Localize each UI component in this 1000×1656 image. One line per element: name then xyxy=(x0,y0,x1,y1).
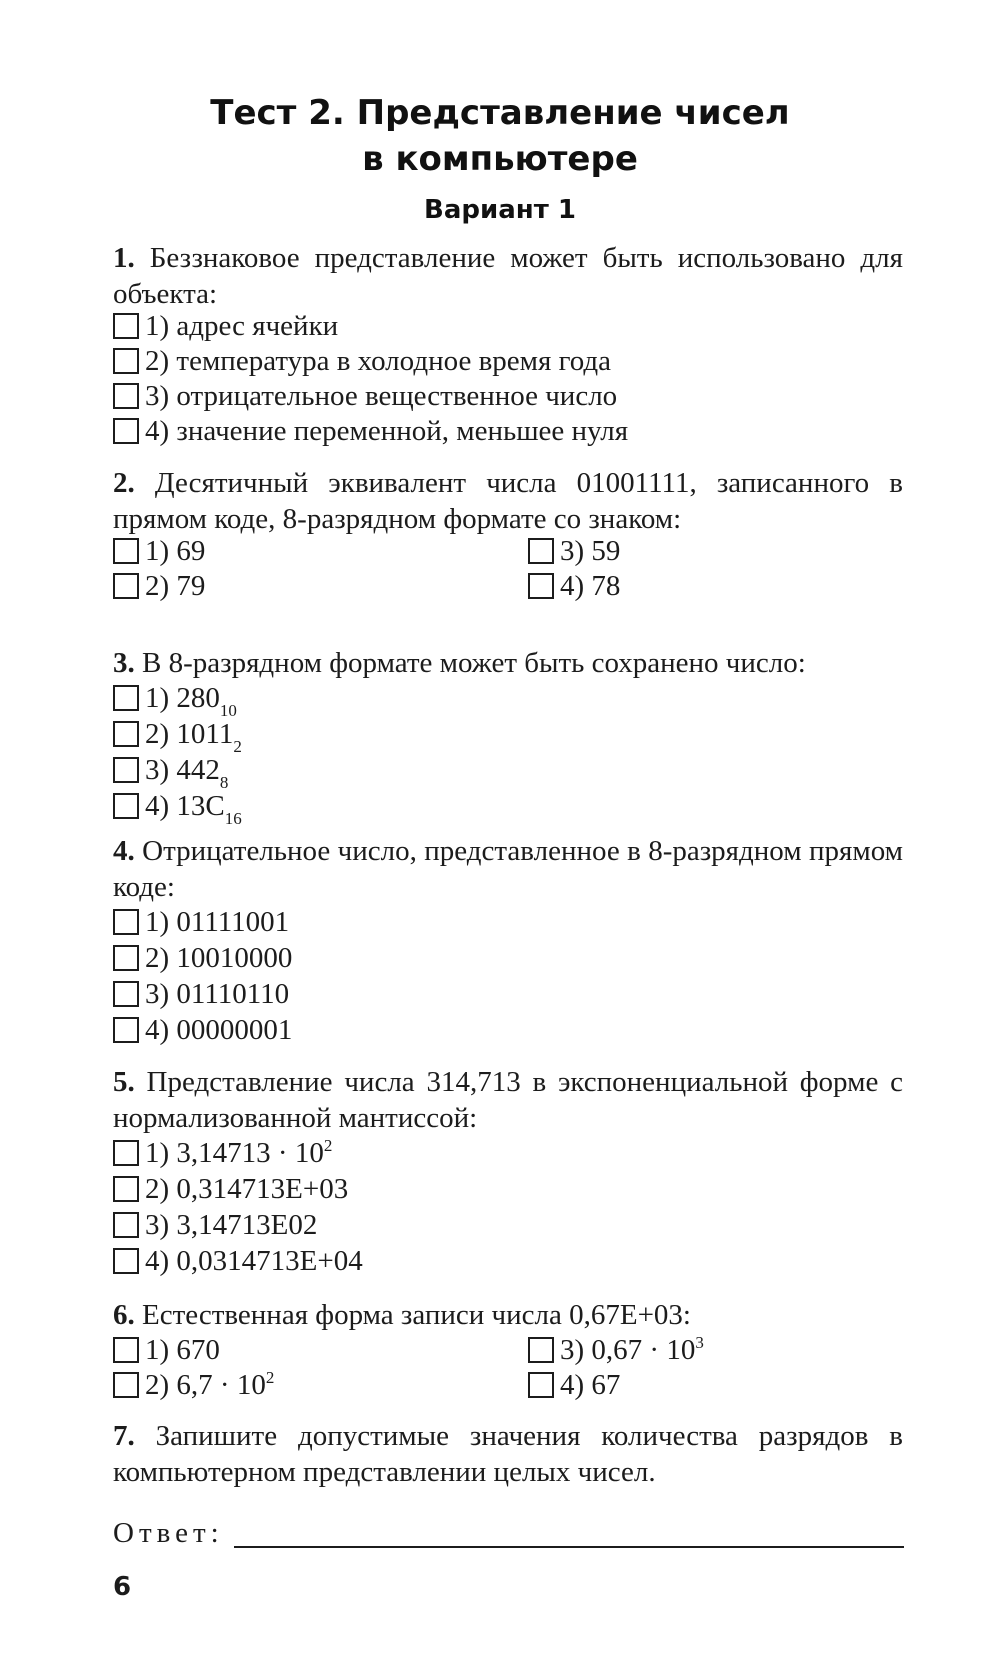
option[interactable]: 1) $280_{10}$ xyxy=(113,681,237,716)
checkbox[interactable] xyxy=(113,1176,139,1202)
checkbox[interactable] xyxy=(113,1017,139,1043)
checkbox[interactable] xyxy=(113,909,139,935)
checkbox[interactable] xyxy=(113,1337,139,1363)
option[interactable]: 1) $3,14713 \cdot 10^2$ xyxy=(113,1136,332,1171)
option[interactable]: 2) 10010000 xyxy=(113,941,292,976)
checkbox[interactable] xyxy=(528,1337,554,1363)
question-text: 5. Представление числа 314,713 в экспоненциальной форме с нормализованной мантиссой: xyxy=(113,1066,903,1134)
option[interactable]: 4) 00000001 xyxy=(113,1013,292,1048)
option[interactable]: 4) 78 xyxy=(528,569,620,604)
option[interactable]: 2) 79 xyxy=(113,569,205,604)
option[interactable]: 3) 59 xyxy=(528,534,620,569)
page-title: Тест 2. Представление чисел xyxy=(210,93,790,133)
checkbox[interactable] xyxy=(113,348,139,374)
question-text: 1. Беззнаковое представление может быть использовано для объекта: xyxy=(113,242,903,310)
checkbox[interactable] xyxy=(113,313,139,339)
checkbox[interactable] xyxy=(113,418,139,444)
option[interactable]: 1) 01111001 xyxy=(113,905,289,940)
page-number: 6 xyxy=(113,1572,132,1602)
page-title-line2: в компьютере xyxy=(362,139,638,179)
question-7 xyxy=(113,1418,903,1490)
option[interactable]: 2) $6,7 \cdot 10^2$ xyxy=(113,1368,274,1403)
option[interactable]: 2) температура в холодное время года xyxy=(113,344,611,379)
option[interactable]: 4) значение переменной, меньшее нуля xyxy=(113,414,628,449)
checkbox[interactable] xyxy=(113,1140,139,1166)
question-text: 2. Десятичный эквивалент числа 01001111, записанного в прямом коде, 8-разрядном формате со знаком: xyxy=(113,467,903,535)
question-6 xyxy=(113,1297,903,1401)
question-text: 7. Запишите допустимые значения количества разрядов в компьютерном представлении целых чисел. xyxy=(113,1420,903,1488)
question-text: 3. В 8-разрядном формате может быть сохранено число: xyxy=(113,647,806,679)
checkbox[interactable] xyxy=(113,757,139,783)
question-4 xyxy=(113,833,903,1046)
question-5 xyxy=(113,1064,903,1277)
checkbox[interactable] xyxy=(528,1372,554,1398)
question-3 xyxy=(113,645,903,828)
checkbox[interactable] xyxy=(113,685,139,711)
option[interactable]: 1) адрес ячейки xyxy=(113,309,338,344)
option[interactable]: 4) 67 xyxy=(528,1368,620,1403)
checkbox[interactable] xyxy=(113,1248,139,1274)
question-1 xyxy=(113,240,903,447)
checkbox[interactable] xyxy=(113,573,139,599)
option[interactable]: 3) 3,14713E02 xyxy=(113,1208,317,1243)
checkbox[interactable] xyxy=(113,793,139,819)
checkbox[interactable] xyxy=(528,573,554,599)
variant-heading: Вариант 1 xyxy=(424,195,576,225)
question-text: 6. Естественная форма записи числа 0,67E+03: xyxy=(113,1299,691,1331)
answer-input-line[interactable] xyxy=(234,1546,904,1548)
option[interactable]: 1) 670 xyxy=(113,1333,220,1368)
option[interactable]: 2) 0,314713E+03 xyxy=(113,1172,348,1207)
question-2 xyxy=(113,465,903,602)
option[interactable]: 3) отрицательное вещественное число xyxy=(113,379,617,414)
option[interactable]: 3) $442_8$ xyxy=(113,753,228,788)
option[interactable]: 2) $1011_2$ xyxy=(113,717,242,752)
question-text: 4. Отрицательное число, представленное в 8-разрядном прямом коде: xyxy=(113,835,903,903)
checkbox[interactable] xyxy=(113,383,139,409)
option[interactable]: 4) $13C_{16}$ xyxy=(113,789,242,824)
option[interactable]: 1) 69 xyxy=(113,534,205,569)
checkbox[interactable] xyxy=(113,981,139,1007)
checkbox[interactable] xyxy=(113,945,139,971)
option[interactable]: 4) 0,0314713E+04 xyxy=(113,1244,363,1279)
checkbox[interactable] xyxy=(113,1372,139,1398)
checkbox[interactable] xyxy=(113,1212,139,1238)
answer-label: Ответ: xyxy=(113,1517,224,1549)
option[interactable]: 3) $0,67 \cdot 10^3$ xyxy=(528,1333,704,1368)
checkbox[interactable] xyxy=(528,538,554,564)
option[interactable]: 3) 01110110 xyxy=(113,977,289,1012)
checkbox[interactable] xyxy=(113,721,139,747)
checkbox[interactable] xyxy=(113,538,139,564)
